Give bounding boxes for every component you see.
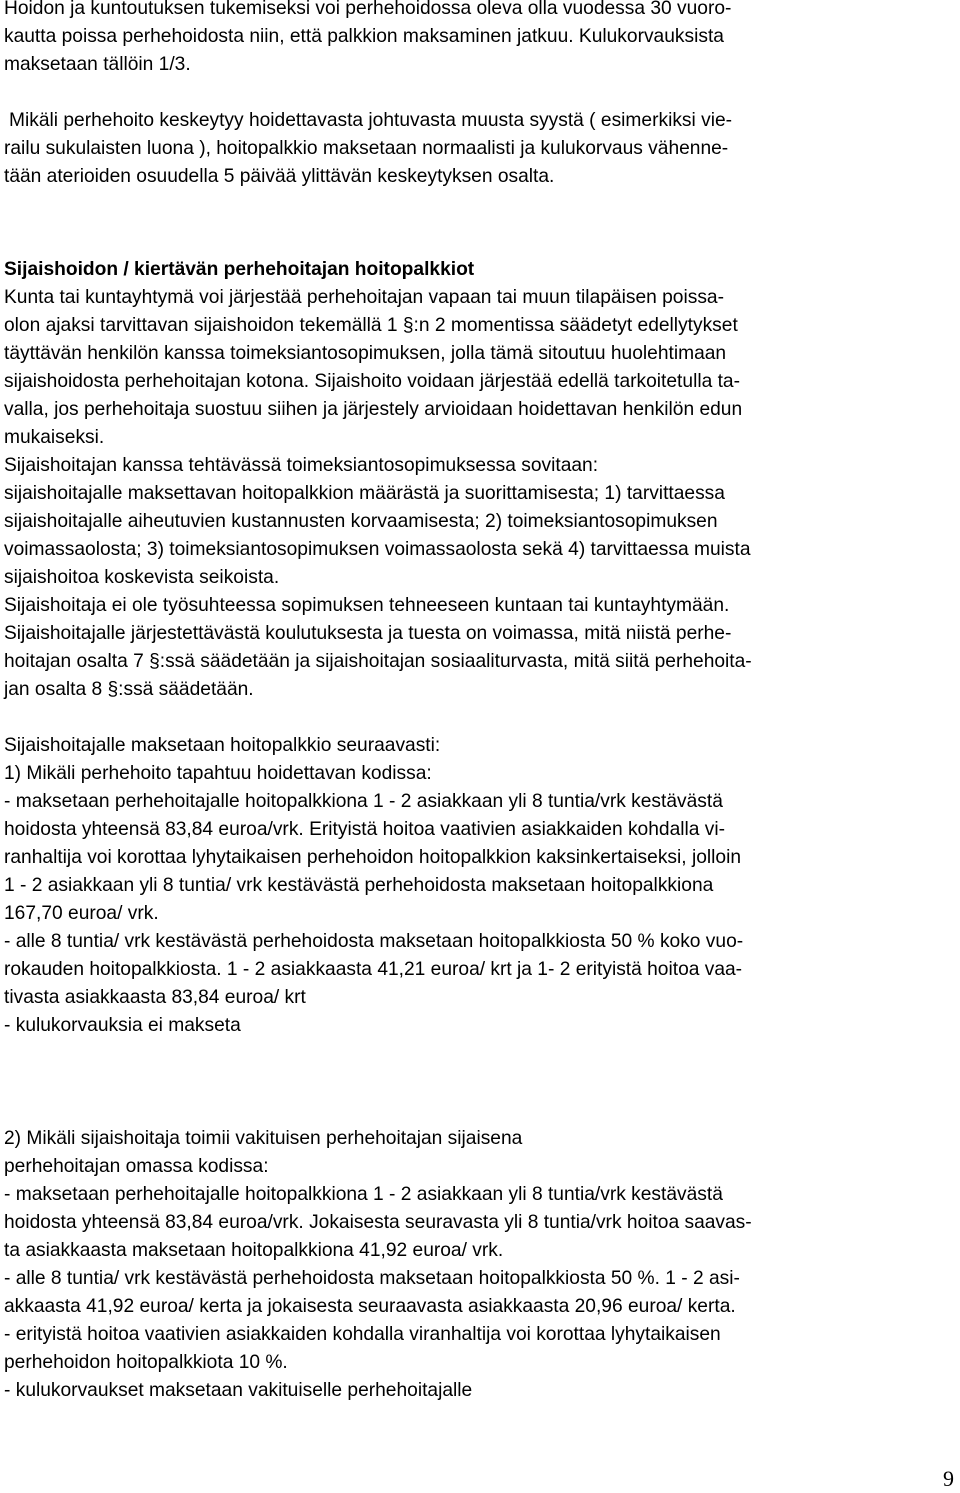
text-line: perhehoitajan omassa kodissa: bbox=[4, 1156, 269, 1177]
text-line: 1 - 2 asiakkaan yli 8 tuntia/ vrk kestävästä perhehoidosta maksetaan hoitopalkkiona bbox=[4, 875, 714, 896]
text-line: Sijaishoitaja ei ole työsuhteessa sopimuksen tehneeseen kuntaan tai kuntayhtymään. bbox=[4, 595, 730, 616]
text-line: täyttävän henkilön kanssa toimeksiantosopimuksen, jolla tämä sitoutuu huolehtimaan bbox=[4, 343, 727, 364]
text-line: hoidosta yhteensä 83,84 euroa/vrk. Jokaisesta seuravasta yli 8 tuntia/vrk hoitoa saavas- bbox=[4, 1212, 752, 1233]
text-line: jan osalta 8 §:ssä säädetään. bbox=[4, 679, 254, 700]
text-line: 2) Mikäli sijaishoitaja toimii vakituisen perhehoitajan sijaisena bbox=[4, 1128, 523, 1149]
text-line: 167,70 euroa/ vrk. bbox=[4, 903, 159, 924]
text-line: olon ajaksi tarvittavan sijaishoidon tekemällä 1 §:n 2 momentissa säädetyt edellytykset bbox=[4, 315, 738, 336]
text-line: - alle 8 tuntia/ vrk kestävästä perhehoidosta maksetaan hoitopalkkiosta 50 %. 1 - 2 asi- bbox=[4, 1268, 740, 1289]
text-line: kautta poissa perhehoidosta niin, että palkkion maksaminen jatkuu. Kulukorvauksista bbox=[4, 26, 724, 47]
text-line: sijaishoidosta perhehoitajan kotona. Sijaishoito voidaan järjestää edellä tarkoitetulla ta- bbox=[4, 371, 740, 392]
text-line: Sijaishoitajalle maksetaan hoitopalkkio seuraavasti: bbox=[4, 735, 441, 756]
text-line: rokauden hoitopalkkiosta. 1 - 2 asiakkaasta 41,21 euroa/ krt ja 1- 2 erityistä hoitoa vaa- bbox=[4, 959, 743, 980]
text-line: - maksetaan perhehoitajalle hoitopalkkiona 1 - 2 asiakkaan yli 8 tuntia/vrk kestävästä bbox=[4, 1184, 723, 1205]
text-line: - kulukorvaukset maksetaan vakituiselle perhehoitajalle bbox=[4, 1380, 473, 1401]
text-line: hoidosta yhteensä 83,84 euroa/vrk. Erityistä hoitoa vaativien asiakkaiden kohdalla vi- bbox=[4, 819, 726, 840]
text-line: Sijaishoitajan kanssa tehtävässä toimeksiantosopimuksessa sovitaan: bbox=[4, 455, 599, 476]
text-line: mukaiseksi. bbox=[4, 427, 105, 448]
text-line: ta asiakkaasta maksetaan hoitopalkkiona 41,92 euroa/ vrk. bbox=[4, 1240, 504, 1261]
text-line: sijaishoitajalle aiheutuvien kustannusten korvaamisesta; 2) toimeksiantosopimuksen bbox=[4, 511, 718, 532]
text-line: voimassaolosta; 3) toimeksiantosopimuksen voimassaolosta sekä 4) tarvittaessa muista bbox=[4, 539, 751, 560]
text-line: Kunta tai kuntayhtymä voi järjestää perhehoitajan vapaan tai muun tilapäisen poissa- bbox=[4, 287, 724, 308]
text-line: hoitajan osalta 7 §:ssä säädetään ja sijaishoitajan sosiaaliturvasta, mitä siitä perhehoita- bbox=[4, 651, 752, 672]
text-line: akkaasta 41,92 euroa/ kerta ja jokaisesta seuraavasta asiakkaasta 20,96 euroa/ kerta. bbox=[4, 1296, 736, 1317]
text-line: Sijaishoitajalle järjestettävästä koulutuksesta ja tuesta on voimassa, mitä niistä perhe- bbox=[4, 623, 732, 644]
text-line: - maksetaan perhehoitajalle hoitopalkkiona 1 - 2 asiakkaan yli 8 tuntia/vrk kestävästä bbox=[4, 791, 723, 812]
text-line: valla, jos perhehoitaja suostuu siihen ja järjestely arvioidaan hoidettavan henkilön edun bbox=[4, 399, 743, 420]
text-line: 1) Mikäli perhehoito tapahtuu hoidettavan kodissa: bbox=[4, 763, 432, 784]
text-line: Hoidon ja kuntoutuksen tukemiseksi voi perhehoidossa oleva olla vuodessa 30 vuoro- bbox=[4, 0, 732, 19]
text-line: - kulukorvauksia ei makseta bbox=[4, 1015, 241, 1036]
text-line: sijaishoitoa koskevista seikoista. bbox=[4, 567, 280, 588]
text-line: Mikäli perhehoito keskeytyy hoidettavasta johtuvasta muusta syystä ( esimerkiksi vie- bbox=[9, 110, 733, 131]
text-line: sijaishoitajalle maksettavan hoitopalkkion määrästä ja suorittamisesta; 1) tarvittaessa bbox=[4, 483, 725, 504]
text-line: tään aterioiden osuudella 5 päivää ylittävän keskeytyksen osalta. bbox=[4, 166, 555, 187]
section-heading: Sijaishoidon / kiertävän perhehoitajan hoitopalkkiot bbox=[4, 259, 475, 280]
text-line: maksetaan tällöin 1/3. bbox=[4, 54, 191, 75]
text-line: perhehoidon hoitopalkkiota 10 %. bbox=[4, 1352, 288, 1373]
text-line: tivasta asiakkaasta 83,84 euroa/ krt bbox=[4, 987, 306, 1008]
text-line: - alle 8 tuntia/ vrk kestävästä perhehoidosta maksetaan hoitopalkkiosta 50 % koko vuo- bbox=[4, 931, 744, 952]
text-line: railu sukulaisten luona ), hoitopalkkio maksetaan normaalisti ja kulukorvaus vähenne- bbox=[4, 138, 729, 159]
text-line: ranhaltija voi korottaa lyhytaikaisen perhehoidon hoitopalkkion kaksinkertaiseksi, jolloin bbox=[4, 847, 742, 868]
text-line: - erityistä hoitoa vaativien asiakkaiden kohdalla viranhaltija voi korottaa lyhytaikaisen bbox=[4, 1324, 721, 1345]
page-number: 9 bbox=[943, 1466, 954, 1491]
